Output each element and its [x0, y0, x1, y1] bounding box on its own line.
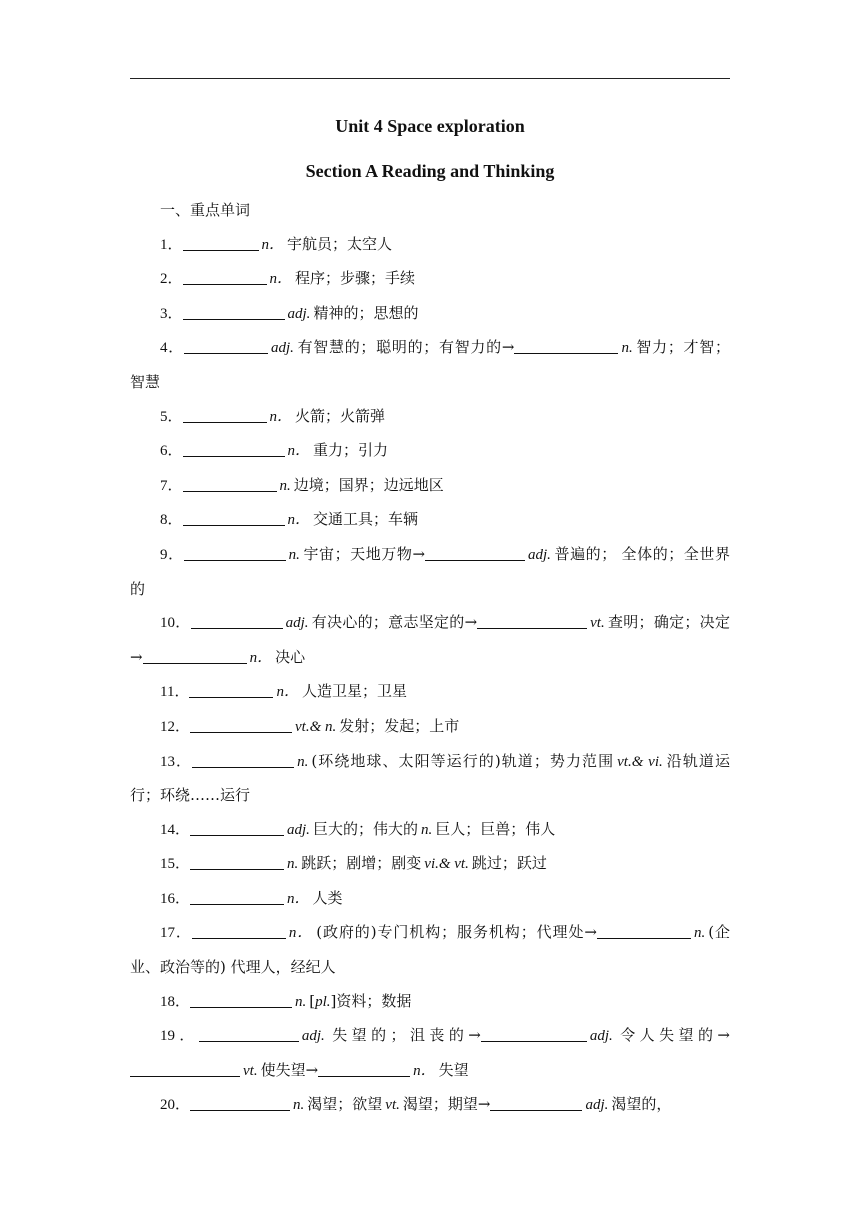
definition: 交通工具；车辆	[313, 510, 419, 529]
section-subtitle: Section A Reading and Thinking	[305, 161, 555, 181]
item-number: 17．	[160, 925, 192, 942]
vocab-item-9	[130, 538, 730, 606]
definition: 查明；确定；决定→	[130, 613, 730, 666]
part-of-speech: adj.	[287, 305, 311, 322]
definition: 渴望的，	[611, 1095, 672, 1114]
definition: 发射；发起；上市	[339, 716, 460, 735]
definition: 沿轨道运行；环绕……运行	[130, 751, 730, 805]
answer-blank[interactable]	[190, 717, 292, 733]
definition: (企业、政治等的) 代理人，经纪人	[130, 923, 730, 977]
answer-blank[interactable]	[190, 1095, 290, 1111]
item-number: 4．	[160, 340, 184, 357]
item-number: 15．	[160, 856, 191, 873]
item-number: 19．	[160, 1028, 199, 1045]
definition: 跳过；跃过	[471, 854, 547, 873]
answer-blank[interactable]	[191, 613, 283, 629]
part-of-speech: n．	[261, 236, 285, 253]
part-of-speech: vt.& vi.	[617, 753, 663, 770]
answer-blank[interactable]	[183, 441, 285, 457]
part-of-speech: n.	[288, 546, 300, 563]
answer-blank[interactable]	[143, 648, 247, 664]
answer-blank[interactable]	[514, 338, 618, 354]
part-of-speech: n．	[249, 649, 273, 666]
vocab-item-8	[130, 503, 730, 538]
definition: (环绕地球、太阳等运行的)轨道；势力范围	[311, 751, 615, 770]
answer-blank[interactable]	[130, 1061, 240, 1077]
vocab-item-18	[130, 985, 730, 1020]
vocab-item-3	[130, 297, 730, 332]
item-number: 2．	[160, 271, 183, 288]
vocab-item-11	[130, 675, 730, 710]
part-of-speech: n．	[287, 443, 311, 460]
answer-blank[interactable]	[425, 545, 525, 561]
definition: 渴望；欲望	[307, 1095, 383, 1114]
definition: 巨大的；伟大的	[312, 819, 418, 838]
vocab-item-19	[130, 1019, 730, 1088]
answer-blank[interactable]	[183, 269, 267, 285]
item-number: 13．	[160, 753, 193, 770]
vocab-item-10	[130, 606, 730, 675]
item-number: 18．	[160, 993, 191, 1010]
answer-blank[interactable]	[189, 682, 273, 698]
part-of-speech: vt.& n.	[295, 718, 337, 735]
item-number: 9．	[160, 546, 184, 563]
item-number: 20．	[160, 1097, 191, 1114]
vocab-item-20	[130, 1088, 730, 1123]
page-title: Unit 4 Space exploration	[335, 116, 525, 136]
definition: 有智慧的；聪明的；有智力的→	[296, 338, 515, 357]
vocab-item-17	[130, 916, 730, 984]
item-number: 16．	[160, 890, 191, 907]
definition: 程序；步骤；手续	[295, 269, 416, 288]
definition: 失望的；沮丧的→	[327, 1026, 481, 1045]
definition: 人造卫星；卫星	[301, 682, 407, 701]
part-of-speech: n.	[621, 340, 633, 357]
answer-blank[interactable]	[190, 854, 284, 870]
answer-blank[interactable]	[477, 613, 587, 629]
section-heading: 一、重点单词	[160, 201, 251, 219]
answer-blank[interactable]	[481, 1026, 587, 1042]
definition: 使失望→	[260, 1060, 319, 1079]
item-number: 10．	[160, 615, 191, 632]
definition: 决心	[275, 647, 306, 666]
answer-blank[interactable]	[183, 235, 259, 251]
definition: 失望	[438, 1060, 469, 1079]
part-of-speech: n.	[420, 821, 433, 838]
answer-blank[interactable]	[192, 923, 286, 939]
answer-blank[interactable]	[490, 1095, 582, 1111]
definition: 边境；国界；边远地区	[293, 475, 444, 494]
item-number: 11．	[160, 684, 190, 701]
answer-blank[interactable]	[597, 923, 691, 939]
vocab-item-1	[130, 228, 730, 263]
part-of-speech: adj.	[528, 546, 551, 563]
part-of-speech: pl.	[315, 993, 331, 1010]
definition: [	[309, 991, 316, 1010]
header-rule	[130, 78, 730, 79]
part-of-speech: n．	[276, 684, 299, 701]
vocab-item-15	[130, 847, 730, 882]
vocab-item-4	[130, 331, 730, 399]
part-of-speech: n．	[269, 271, 293, 288]
answer-blank[interactable]	[190, 889, 284, 905]
answer-blank[interactable]	[190, 992, 292, 1008]
answer-blank[interactable]	[318, 1061, 410, 1077]
part-of-speech: vt.	[243, 1062, 258, 1079]
definition: 宇航员；太空人	[287, 234, 393, 253]
definition: 巨人；巨兽；伟人	[435, 819, 556, 838]
part-of-speech: adj.	[585, 1097, 609, 1114]
answer-blank[interactable]	[183, 476, 277, 492]
part-of-speech: vt.	[385, 1097, 400, 1114]
definition: 有决心的；意志坚定的→	[311, 613, 478, 632]
part-of-speech: adj.	[287, 821, 310, 838]
part-of-speech: n.	[287, 856, 299, 873]
item-number: 5．	[160, 408, 183, 425]
part-of-speech: n.	[297, 753, 309, 770]
answer-blank[interactable]	[184, 338, 268, 354]
definition: 渴望；期望→	[402, 1095, 491, 1114]
definition: ]资料；数据	[330, 991, 412, 1010]
item-number: 1．	[160, 236, 183, 253]
definition: 智力；才智； 智慧	[130, 338, 730, 391]
item-number: 7．	[160, 477, 183, 494]
part-of-speech: n．	[287, 512, 311, 529]
vocab-item-13	[130, 745, 730, 813]
definition: 令人失望的→	[615, 1026, 730, 1045]
item-number: 14．	[160, 821, 191, 838]
part-of-speech: vi.& vt.	[424, 856, 469, 873]
definition: 重力；引力	[313, 441, 389, 460]
vocab-list	[130, 194, 730, 1123]
part-of-speech: adj.	[285, 615, 309, 632]
definition: 精神的；思想的	[313, 303, 419, 322]
part-of-speech: vt.	[590, 615, 605, 632]
definition: (政府的)专门机构；服务机构；代理处→	[316, 923, 597, 942]
item-number: 12．	[160, 718, 191, 735]
vocab-item-14	[130, 813, 730, 848]
vocab-item-7	[130, 469, 730, 504]
vocab-item-16	[130, 882, 730, 917]
answer-blank[interactable]	[199, 1026, 299, 1042]
definition: 普遍的； 全体的；全世界的	[130, 544, 730, 598]
part-of-speech: adj.	[270, 340, 294, 357]
part-of-speech: n.	[293, 1097, 305, 1114]
answer-blank[interactable]	[192, 752, 294, 768]
definition: 火箭；火箭弹	[295, 406, 386, 425]
vocab-item-5	[130, 400, 730, 435]
part-of-speech: n.	[279, 477, 291, 494]
item-number: 6．	[160, 443, 183, 460]
answer-blank[interactable]	[184, 545, 286, 561]
definition: 跳跃；剧增；剧变	[301, 854, 422, 873]
part-of-speech: n．	[269, 408, 293, 425]
part-of-speech: adj.	[301, 1028, 325, 1045]
answer-blank[interactable]	[183, 407, 267, 423]
part-of-speech: n．	[288, 925, 314, 942]
answer-blank[interactable]	[183, 510, 285, 526]
part-of-speech: n.	[693, 925, 706, 942]
item-number: 3．	[160, 305, 183, 322]
vocab-item-12	[130, 710, 730, 745]
definition: 宇宙；天地万物→	[302, 544, 426, 563]
answer-blank[interactable]	[190, 820, 284, 836]
definition: 人类	[312, 888, 343, 907]
vocab-item-2	[130, 262, 730, 297]
part-of-speech: n．	[413, 1062, 436, 1079]
part-of-speech: n.	[295, 993, 307, 1010]
vocab-item-6	[130, 434, 730, 469]
item-number: 8．	[160, 512, 183, 529]
part-of-speech: adj.	[589, 1028, 613, 1045]
part-of-speech: n．	[287, 890, 310, 907]
answer-blank[interactable]	[183, 304, 285, 320]
